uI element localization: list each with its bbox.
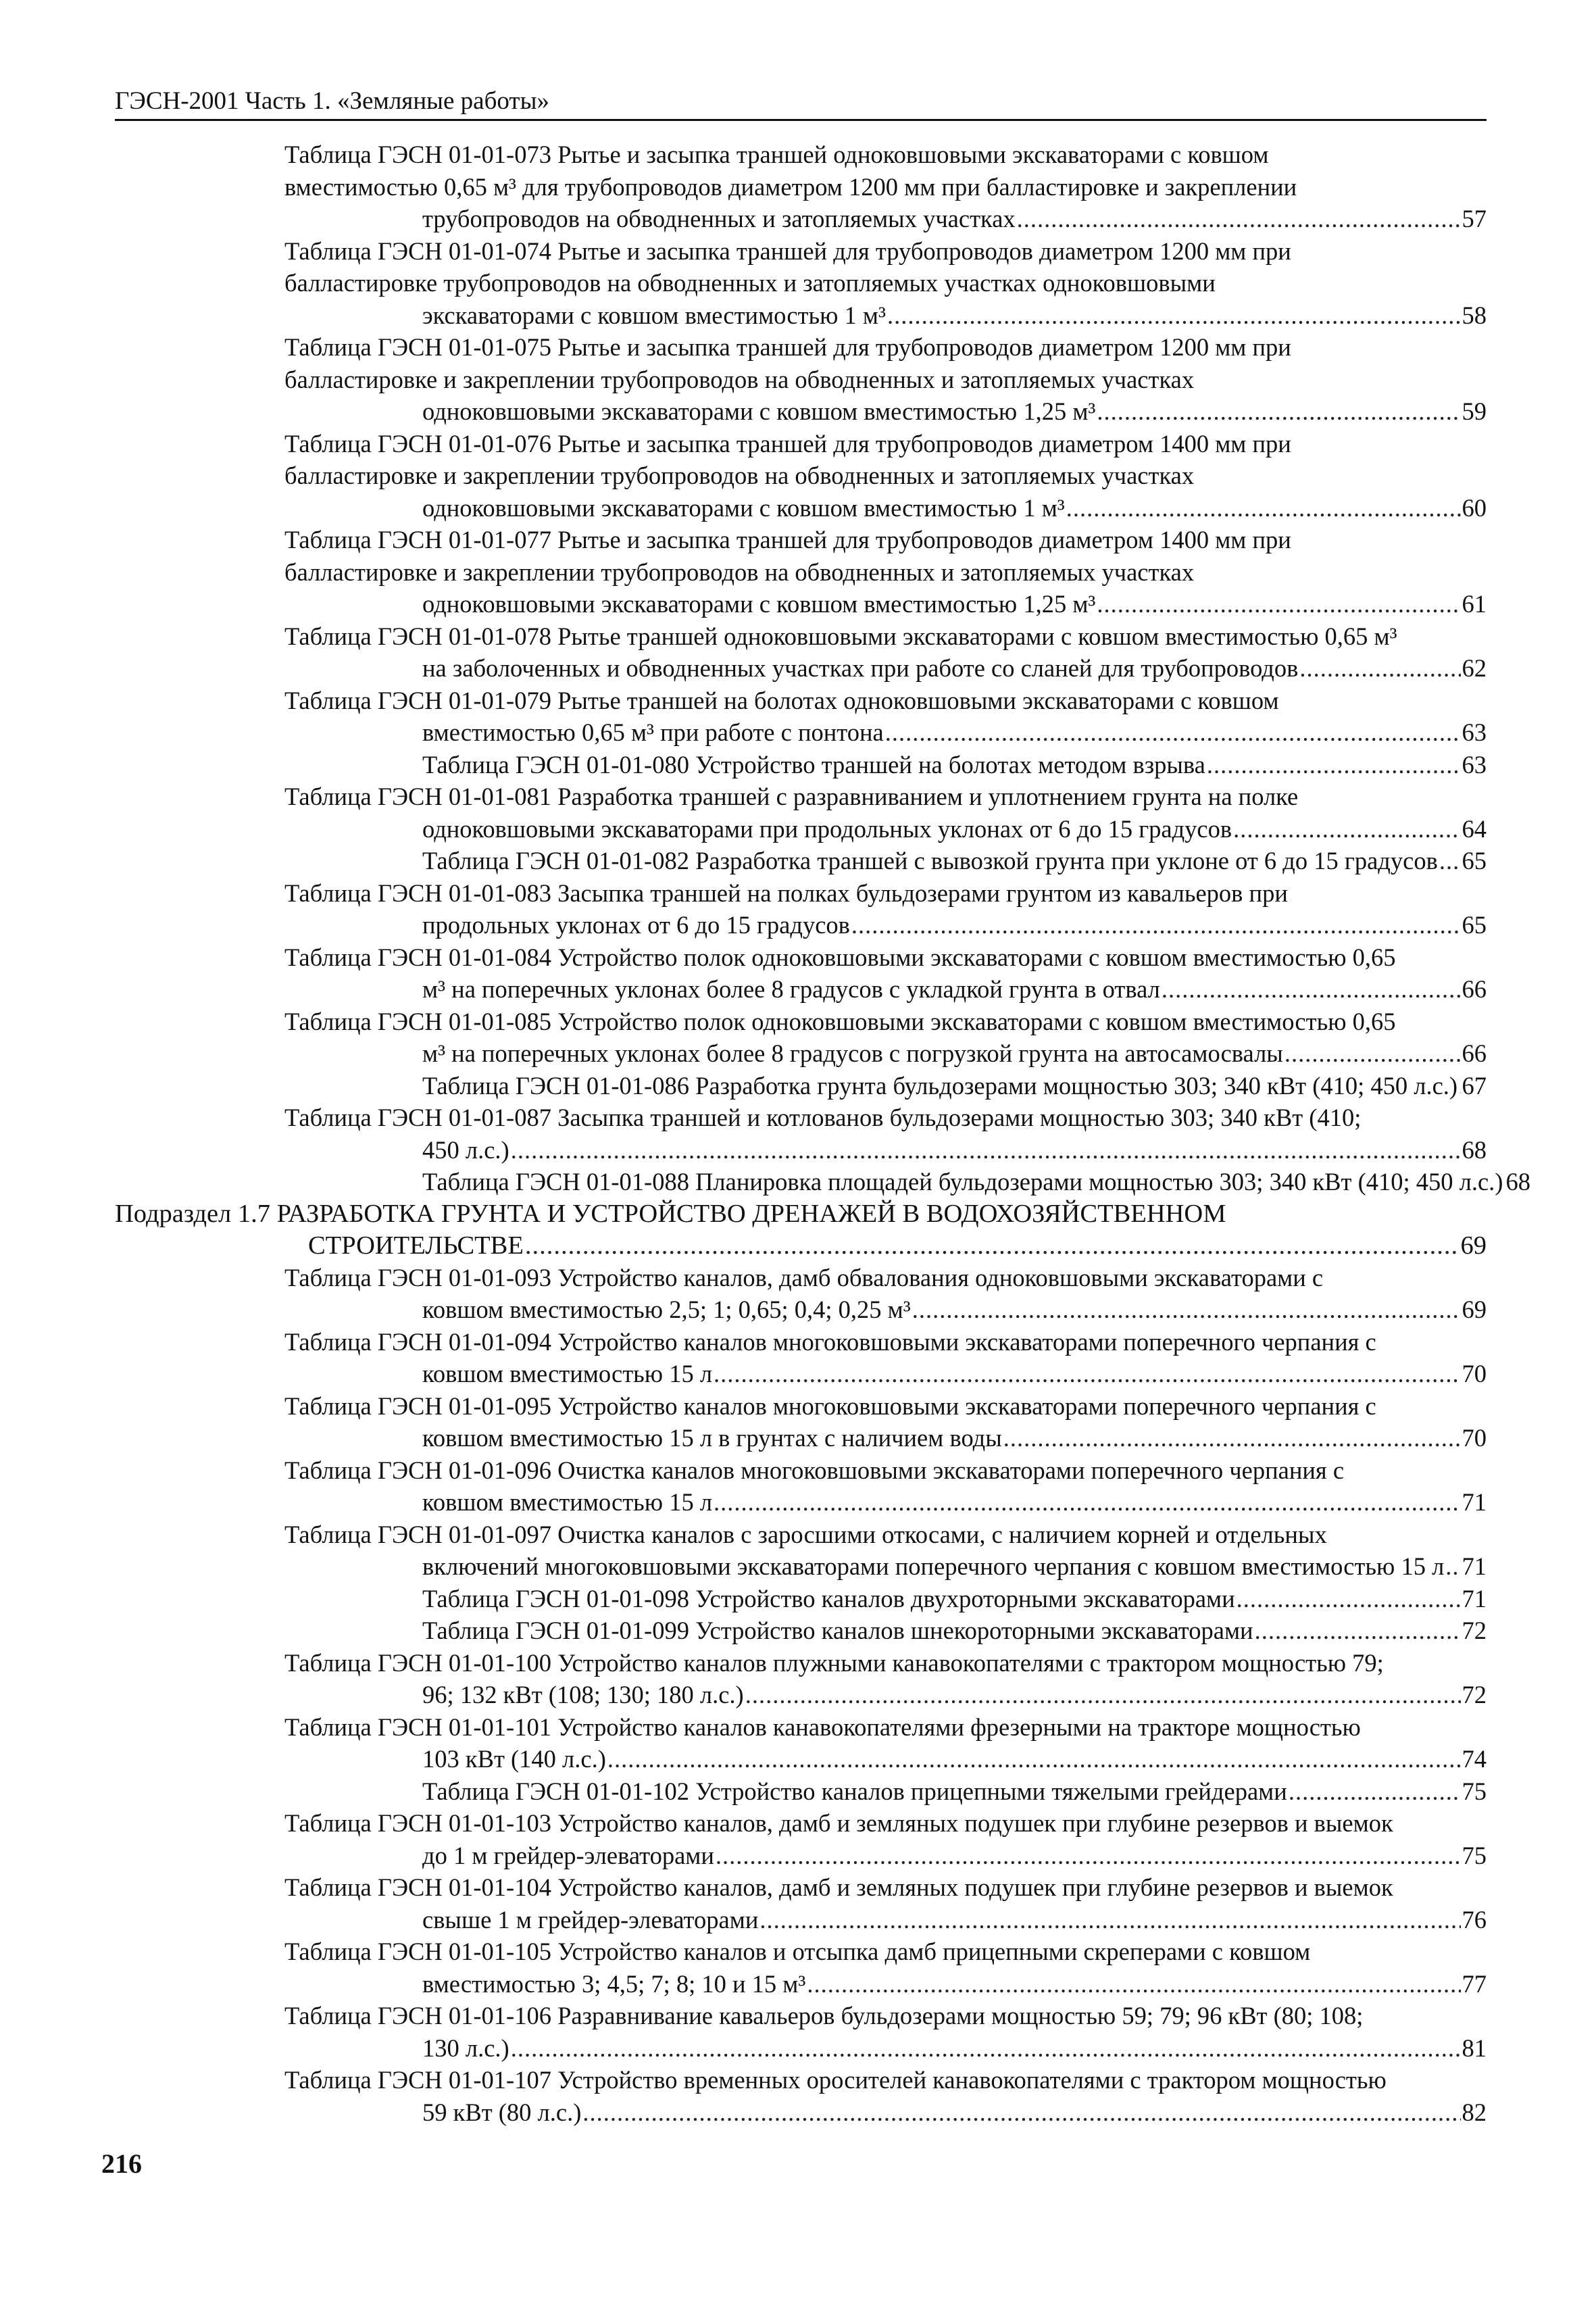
- toc-page-number: 66: [1462, 975, 1487, 1003]
- toc-entry[interactable]: [115, 1390, 1487, 1454]
- toc-page-number: 60: [1462, 493, 1487, 522]
- toc-entry[interactable]: [115, 1454, 1487, 1519]
- toc-entry-line: Таблица ГЭСН 01-01-077 Рытье и засыпка траншей для трубопроводов диаметром 1400 мм при: [284, 526, 1291, 553]
- dot-leader: [714, 1358, 1460, 1390]
- toc-entry-last-line: [308, 1230, 1487, 1262]
- toc-entry-last-line: [422, 1294, 1487, 1326]
- toc-entry-line: Таблица ГЭСН 01-01-075 Рытье и засыпка траншей для трубопроводов диаметром 1200 мм при: [284, 333, 1291, 361]
- toc-entry-line: балластировке и закреплении трубопроводов на обводненных и затопляемых участках: [284, 365, 1195, 393]
- toc-entry-text: одноковшовыми экскаваторами при продольных уклонах от 6 до 15 градусов: [422, 814, 1232, 843]
- toc-entry-line: Таблица ГЭСН 01-01-079 Рытье траншей на болотах одноковшовыми экскаваторами с ковшом: [284, 686, 1279, 714]
- toc-entry-text: Таблица ГЭСН 01-01-099 Устройство каналов шнекороторными экскаваторами: [422, 1617, 1253, 1644]
- toc-entry-last-line: [422, 1968, 1487, 2000]
- toc-page-number: 59: [1462, 397, 1487, 425]
- toc-entry[interactable]: [115, 1262, 1487, 1326]
- dot-leader: [716, 1840, 1461, 1872]
- toc-page-number: 82: [1462, 2098, 1487, 2126]
- dot-leader: [714, 1486, 1460, 1519]
- toc-page-number: 58: [1462, 301, 1487, 329]
- toc-page-number: 70: [1462, 1424, 1487, 1452]
- toc-entry[interactable]: [115, 524, 1487, 620]
- toc-entry[interactable]: [115, 1166, 1530, 1198]
- toc-page-number: 65: [1462, 911, 1487, 939]
- toc-entry-line: Таблица ГЭСН 01-01-094 Устройство каналов многоковшовыми экскаваторами поперечного черпания с: [284, 1327, 1376, 1356]
- toc-entry-line: балластировке трубопроводов на обводненных и затопляемых участках одноковшовыми: [284, 269, 1216, 297]
- toc-entry-text: вместимостью 3; 4,5; 7; 8; 10 и 15 м³: [422, 1969, 806, 1998]
- toc-page-number: 81: [1462, 2034, 1487, 2062]
- dot-leader: [807, 1968, 1460, 2000]
- dot-leader: [1003, 1422, 1461, 1454]
- toc-entry[interactable]: [115, 1775, 1487, 1808]
- toc-entry-last-line: [422, 203, 1487, 235]
- toc-entry-text: на заболоченных и обводненных участках при работе со сланей для трубопроводов: [422, 654, 1299, 682]
- toc-page-number: 76: [1462, 1905, 1487, 1934]
- toc-page-number: 71: [1462, 1488, 1487, 1516]
- dot-leader: [1017, 203, 1461, 235]
- toc-page-number: 69: [1460, 1231, 1487, 1260]
- toc-entry-line: Таблица ГЭСН 01-01-105 Устройство каналов и отсыпка дамб прицепными скреперами с ковшом: [284, 1938, 1311, 1965]
- toc-entry[interactable]: [115, 139, 1487, 235]
- toc-entry-last-line: [422, 1422, 1487, 1454]
- toc-entry[interactable]: [115, 428, 1487, 524]
- toc-entry-line: балластировке и закреплении трубопроводов на обводненных и затопляемых участках: [284, 558, 1195, 586]
- toc-page-number: 65: [1462, 847, 1487, 875]
- dot-leader: [851, 909, 1461, 941]
- toc-entry[interactable]: [115, 1711, 1487, 1775]
- toc-entry-text: 96; 132 кВт (108; 130; 180 л.с.): [422, 1681, 744, 1708]
- toc-entry[interactable]: [115, 845, 1487, 877]
- toc-entry-text: ковшом вместимостью 15 л: [422, 1360, 713, 1387]
- toc-page-number: 72: [1462, 1617, 1487, 1644]
- toc-entry-line: балластировке и закреплении трубопроводов на обводненных и затопляемых участках: [284, 462, 1195, 489]
- dot-leader: [1439, 845, 1461, 877]
- toc-page-number: 74: [1462, 1745, 1487, 1773]
- dot-leader: [1285, 1037, 1461, 1070]
- dot-leader: [511, 2032, 1461, 2065]
- toc-entry-text: 103 кВт (140 л.с.): [422, 1745, 606, 1773]
- toc-entry[interactable]: [115, 1936, 1487, 2000]
- toc-page-number: 68: [1462, 1135, 1487, 1164]
- toc-entry-line: Таблица ГЭСН 01-01-107 Устройство временных оросителей канавокопателями с трактором мощностью: [284, 2066, 1387, 2094]
- toc-entry[interactable]: [115, 235, 1487, 332]
- toc-entry-last-line: [422, 1037, 1487, 1070]
- toc-entry-line: Подраздел 1.7 РАЗРАБОТКА ГРУНТА И УСТРОЙСТВО ДРЕНАЖЕЙ В ВОДОХОЗЯЙСТВЕННОМ: [115, 1199, 1226, 1228]
- toc-entry-text: свыше 1 м грейдер-элеваторами: [422, 1905, 759, 1934]
- toc-page-number: 71: [1462, 1584, 1487, 1613]
- dot-leader: [1255, 1615, 1461, 1647]
- dot-leader: [1066, 492, 1461, 524]
- toc-page-number: 66: [1462, 1039, 1487, 1067]
- toc-entry-last-line: [422, 716, 1487, 749]
- toc-page-number: 68: [1505, 1168, 1530, 1196]
- dot-leader: [1233, 813, 1460, 845]
- toc-entry-text: ковшом вместимостью 2,5; 1; 0,65; 0,4; 0,25 м³: [422, 1296, 911, 1323]
- toc-entry-text: включений многоковшовыми экскаваторами поперечного черпания с ковшом вместимостью 15 л: [422, 1552, 1445, 1580]
- toc-page-number: 63: [1462, 750, 1487, 779]
- toc-entry[interactable]: [115, 1519, 1487, 1583]
- toc-entry-text: трубопроводов на обводненных и затопляемых участках: [422, 205, 1016, 232]
- toc-entry-line: Таблица ГЭСН 01-01-085 Устройство полок одноковшовыми экскаваторами с ковшом вместимостью 0,65: [284, 1007, 1396, 1035]
- toc-entry-last-line: [422, 2032, 1487, 2065]
- toc-entry-text: одноковшовыми экскаваторами с ковшом вместимостью 1,25 м³: [422, 397, 1096, 425]
- toc-entry-text: одноковшовыми экскаваторами с ковшом вместимостью 1,25 м³: [422, 590, 1096, 618]
- toc-entry-last-line: [422, 1583, 1487, 1615]
- toc-entry-text: экскаваторами с ковшом вместимостью 1 м³: [422, 301, 886, 329]
- toc-page-number: 64: [1462, 814, 1487, 843]
- toc-entry[interactable]: [115, 749, 1487, 781]
- dot-leader: [1162, 973, 1461, 1006]
- toc-entry-line: Таблица ГЭСН 01-01-097 Очистка каналов с заросшими откосами, с наличием корней и отдельных: [284, 1520, 1327, 1548]
- toc-entry-line: Таблица ГЭСН 01-01-073 Рытье и засыпка траншей одноковшовыми экскаваторами с ковшом: [284, 141, 1269, 168]
- toc-entry-line: Таблица ГЭСН 01-01-074 Рытье и засыпка траншей для трубопроводов диаметром 1200 мм при: [284, 237, 1291, 265]
- toc-entry-last-line: [422, 1679, 1487, 1711]
- toc-entry-text: ковшом вместимостью 15 л в грунтах с наличием воды: [422, 1424, 1002, 1452]
- toc-page-number: 62: [1462, 654, 1487, 682]
- toc-page-number: 61: [1462, 590, 1487, 618]
- dot-leader: [745, 1679, 1461, 1711]
- toc-entry-text: Таблица ГЭСН 01-01-082 Разработка траншей с вывозкой грунта при уклоне от 6 до 15 градусов: [422, 847, 1438, 875]
- dot-leader: [1289, 1775, 1461, 1808]
- toc-entry-last-line: [422, 1904, 1487, 1936]
- dot-leader: [1207, 749, 1461, 781]
- toc-entry-last-line: [422, 1743, 1487, 1775]
- dot-leader: [759, 1904, 1460, 1936]
- toc-entry-line: Таблица ГЭСН 01-01-078 Рытье траншей одноковшовыми экскаваторами с ковшом вместимостью 0,65 м³: [284, 622, 1397, 650]
- toc-entry[interactable]: [115, 1070, 1487, 1102]
- toc-page-number: 57: [1462, 205, 1487, 232]
- toc-entry-text: Таблица ГЭСН 01-01-102 Устройство каналов прицепными тяжелыми грейдерами: [422, 1777, 1287, 1805]
- dot-leader: [1299, 652, 1460, 685]
- toc-entry[interactable]: [115, 1871, 1487, 1936]
- toc-entry-line: Таблица ГЭСН 01-01-100 Устройство каналов плужными канавокопателями с трактором мощностью 79;: [284, 1648, 1384, 1677]
- toc-entry-last-line: [422, 395, 1487, 428]
- toc-page-number: 70: [1462, 1360, 1487, 1387]
- toc-entry-text: м³ на поперечных уклонах более 8 градусов с погрузкой грунта на автосамосвалы: [422, 1039, 1283, 1067]
- dot-leader: [1097, 395, 1460, 428]
- toc-page-number: 77: [1462, 1969, 1487, 1998]
- toc-entry[interactable]: [115, 1006, 1487, 1070]
- toc-entry[interactable]: [115, 1807, 1487, 1871]
- toc-entry[interactable]: [115, 2064, 1487, 2128]
- toc-entry-text: до 1 м грейдер-элеваторами: [422, 1841, 714, 1869]
- toc-entry[interactable]: [115, 331, 1487, 428]
- toc-entry[interactable]: [115, 1102, 1487, 1166]
- table-of-contents: [115, 139, 1530, 2128]
- toc-entry-line: Таблица ГЭСН 01-01-101 Устройство каналов канавокопателями фрезерными на тракторе мощностью: [284, 1713, 1361, 1741]
- toc-entry-last-line: [422, 1775, 1487, 1808]
- toc-entry-last-line: [422, 749, 1487, 781]
- toc-entry-last-line: [422, 1550, 1487, 1583]
- toc-entry-last-line: [422, 652, 1487, 685]
- dot-leader: [525, 1230, 1460, 1262]
- toc-page-number: 63: [1462, 718, 1487, 746]
- toc-entry-text: Таблица ГЭСН 01-01-080 Устройство траншей на болотах методом взрыва: [422, 750, 1205, 779]
- toc-entry-text: 130 л.с.): [422, 2034, 509, 2062]
- toc-entry-line: Таблица ГЭСН 01-01-081 Разработка траншей с разравниванием и уплотнением грунта на полке: [284, 783, 1299, 810]
- toc-entry-text: 59 кВт (80 л.с.): [422, 2098, 582, 2126]
- toc-entry[interactable]: [115, 2000, 1487, 2064]
- toc-entry[interactable]: [115, 1615, 1487, 1647]
- dot-leader: [1237, 1583, 1461, 1615]
- dot-leader: [1459, 1070, 1460, 1102]
- toc-entry-text: Таблица ГЭСН 01-01-098 Устройство каналов двухроторными экскаваторами: [422, 1584, 1235, 1613]
- toc-entry-text: ковшом вместимостью 15 л: [422, 1488, 713, 1516]
- dot-leader: [607, 1743, 1461, 1775]
- toc-entry-last-line: [422, 813, 1487, 845]
- toc-entry[interactable]: [115, 781, 1487, 845]
- toc-entry-last-line: [422, 1615, 1487, 1647]
- dot-leader: [511, 1134, 1461, 1166]
- toc-entry-last-line: [422, 1840, 1487, 1872]
- dot-leader: [885, 716, 1461, 749]
- running-header: ГЭСН-2001 Часть 1. «Земляные работы»: [115, 87, 1487, 121]
- page-number: 216: [101, 2148, 142, 2179]
- toc-entry-text: вместимостью 0,65 м³ при работе с понтона: [422, 718, 884, 746]
- toc-entry-line: Таблица ГЭСН 01-01-103 Устройство каналов, дамб и земляных подушек при глубине резервов и выемок: [284, 1809, 1393, 1837]
- toc-page-number: 75: [1462, 1841, 1487, 1869]
- toc-entry-line: Таблица ГЭСН 01-01-096 Очистка каналов многоковшовыми экскаваторами поперечного черпания с: [284, 1456, 1345, 1484]
- toc-entry-line: Таблица ГЭСН 01-01-084 Устройство полок одноковшовыми экскаваторами с ковшом вместимостью 0,65: [284, 943, 1396, 971]
- toc-entry-last-line: [422, 1070, 1487, 1102]
- toc-entry-text: одноковшовыми экскаваторами с ковшом вместимостью 1 м³: [422, 493, 1065, 522]
- toc-page-number: 71: [1462, 1552, 1487, 1580]
- toc-entry-last-line: [422, 845, 1487, 877]
- toc-page-number: 72: [1462, 1681, 1487, 1708]
- toc-page-number: 67: [1462, 1071, 1487, 1100]
- toc-entry-last-line: [422, 973, 1487, 1006]
- toc-entry[interactable]: [115, 685, 1487, 749]
- toc-entry-line: Таблица ГЭСН 01-01-106 Разравнивание кавальеров бульдозерами мощностью 59; 79; 96 кВт (80; 108;: [284, 2002, 1364, 2029]
- toc-entry-last-line: [422, 1486, 1487, 1519]
- toc-entry-last-line: [422, 588, 1487, 620]
- toc-entry-last-line: [422, 299, 1487, 332]
- toc-entry[interactable]: [115, 1647, 1487, 1711]
- dot-leader: [912, 1294, 1461, 1326]
- toc-entry-line: Таблица ГЭСН 01-01-095 Устройство каналов многоковшовыми экскаваторами поперечного черпания с: [284, 1392, 1376, 1420]
- toc-entry[interactable]: [115, 877, 1487, 941]
- toc-entry-last-line: [422, 909, 1487, 941]
- dot-leader: [1445, 1550, 1460, 1583]
- toc-entry[interactable]: [115, 1326, 1487, 1390]
- toc-entry-last-line: [422, 2096, 1487, 2129]
- toc-entry-text: Таблица ГЭСН 01-01-088 Планировка площадей бульдозерами мощностью 303; 340 кВт (410; 450 л.с.): [422, 1168, 1503, 1196]
- dot-leader: [1097, 588, 1460, 620]
- toc-entry[interactable]: [115, 620, 1487, 685]
- toc-entry-text: м³ на поперечных уклонах более 8 градусов с укладкой грунта в отвал: [422, 975, 1160, 1003]
- toc-entry-text: Таблица ГЭСН 01-01-086 Разработка грунта бульдозерами мощностью 303; 340 кВт (410; 450 л.с.): [422, 1071, 1458, 1100]
- toc-entry[interactable]: [115, 1583, 1487, 1615]
- toc-entry-text: СТРОИТЕЛЬСТВЕ: [308, 1231, 524, 1260]
- toc-page-number: 69: [1462, 1296, 1487, 1323]
- toc-entry-line: Таблица ГЭСН 01-01-076 Рытье и засыпка траншей для трубопроводов диаметром 1400 мм при: [284, 429, 1291, 458]
- toc-entry-line: вместимостью 0,65 м³ для трубопроводов диаметром 1200 мм при балластировке и закреплении: [284, 172, 1297, 201]
- toc-entry-line: Таблица ГЭСН 01-01-093 Устройство каналов, дамб обвалования одноковшовыми экскаваторами с: [284, 1263, 1324, 1291]
- toc-entry-text: продольных уклонах от 6 до 15 градусов: [422, 911, 850, 939]
- toc-entry-text: 450 л.с.): [422, 1135, 509, 1164]
- toc-entry-line: Таблица ГЭСН 01-01-087 Засыпка траншей и котлованов бульдозерами мощностью 303; 340 кВт (410;: [284, 1104, 1362, 1131]
- toc-page-number: 75: [1462, 1777, 1487, 1805]
- toc-entry-line: Таблица ГЭСН 01-01-083 Засыпка траншей на полках бульдозерами грунтом из кавальеров при: [284, 879, 1288, 907]
- toc-subsection[interactable]: [115, 1198, 1487, 1262]
- toc-entry-last-line: [422, 1166, 1530, 1198]
- toc-entry-last-line: [422, 1358, 1487, 1390]
- dot-leader: [887, 299, 1461, 332]
- dot-leader: [582, 2096, 1460, 2129]
- toc-entry[interactable]: [115, 941, 1487, 1006]
- toc-entry-line: Таблица ГЭСН 01-01-104 Устройство каналов, дамб и земляных подушек при глубине резервов и выемок: [284, 1873, 1393, 1901]
- toc-entry-last-line: [422, 1134, 1487, 1166]
- toc-entry-last-line: [422, 492, 1487, 524]
